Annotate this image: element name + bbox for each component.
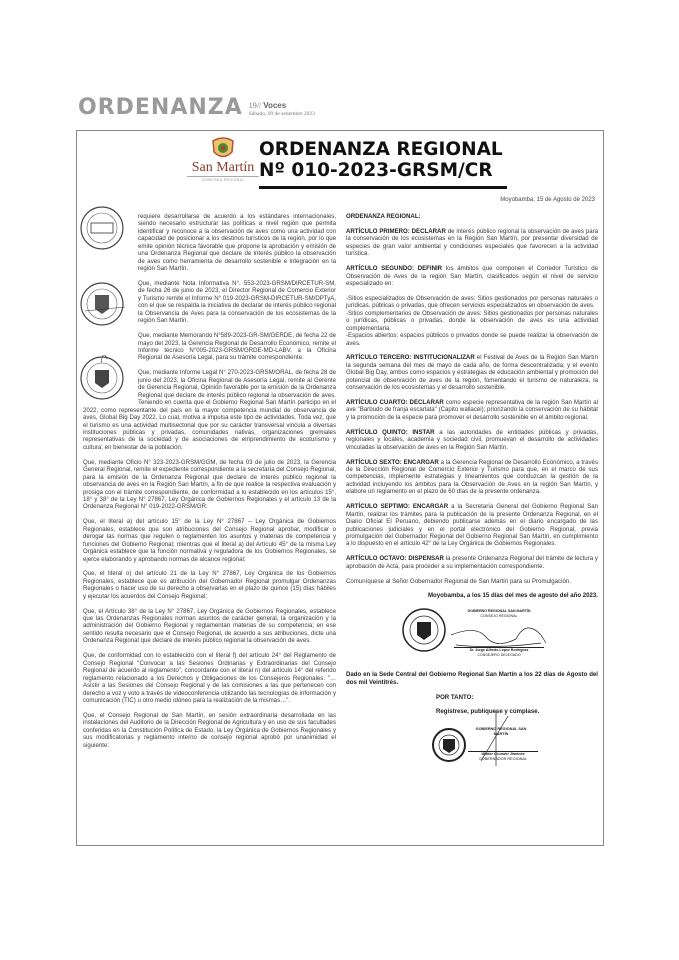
site-types <box>346 295 598 347</box>
margin-seals <box>83 213 138 403</box>
given-text: Dado en la Sede Central del Gobierno Regional San Martín a los 22 días de Agosto del dos mil Veintitrés. <box>346 671 598 686</box>
article-text: a la Secretaría General del Gobierno Regional San Martín, realizar los trámites para la publicación de la presente Ordenanza Regional, en el Diario Oficial El Peruano, debiendo publicarse además en el diario encargado de las publicaciones judiciales y en el portal electrónico del Gobierno Regional, previa promulgación del Gobernador Regional del Gobierno Regional San Martín, en cumplimiento a lo dispuesto en el artículo 42° de la Ley Orgánica de Gobiernos Regionales. <box>346 503 598 548</box>
signed-place-date: Moyobamba, a los 15 días del mes de agosto del año 2023. <box>427 592 598 600</box>
handwritten-signature-icon <box>446 615 556 651</box>
signature-org: GOBIERNO REGIONAL SAN MARTÍN <box>475 727 527 736</box>
article-text: a las autoridades de entidades públicas y privadas, regionales y locales, academia y sociedad civil, promuevan el desarrollo de actividades vinculadas la observación de aves en la Región San Martín. <box>346 428 598 451</box>
article-label: ARTÍCULO OCTAVO: DISPENSAR <box>346 555 444 563</box>
title-underline <box>259 186 507 189</box>
ordinance-heading: ORDENANZA REGIONAL: <box>346 213 421 220</box>
handwritten-signature-icon <box>476 711 516 771</box>
recital-paragraph: Que, mediante Nota Informativa N°. 553-2023-GRSM/DIRCETUR-SM, de fecha 26 de junio de 2023, el Director Regional de Comercio Exterior y Turismo remite el Informe N° 019-2023-GRSM-DIRCETUR-SM/DPTyA, con el que se respalda la iniciativa de declarar de interés público regional la Observancia de Aves para la conservación de los ecosistemas de la región San Martín. <box>138 280 336 325</box>
signatory-name: Walter Grundel Jiménez <box>481 752 525 757</box>
title-line-2: Nº 010-2023-GRSM/CR <box>259 160 493 181</box>
article-label: ARTÍCULO TERCERO: INSTITUCIONALIZAR <box>346 354 475 362</box>
signature-dept: CONSEJO REGIONAL <box>480 613 518 618</box>
issue-info <box>249 102 315 119</box>
article <box>346 555 598 570</box>
document-title <box>259 139 503 181</box>
governor-seal-icon <box>431 727 467 763</box>
right-column <box>346 213 598 773</box>
recital-paragraph: Que, de conformidad con lo establecido con el literal f) del artículo 24° del Reglamento de Consejo Regional "Convocar a las Sesiones Ordinarias y Extraordinarias del Consejo Regional de acuerdo al reglamento", concordante con el literal n) del artículo 14° del referido reglamento relacionado a los Derechos y Obligaciones de los Consejeros Regionales: "…Asistir a las Sesiones del Consejo Regional y de las comisiones a las que pertenecen con derecho a voz y voto a través de videoconferencia utilizando las tecnologías de información y comunicación (TIC) u otro medio idóneo para la realización de la mismas…". <box>83 652 336 704</box>
article-label: ARTÍCULO SEGUNDO: DEFINIR <box>346 265 443 273</box>
article <box>346 429 598 451</box>
signatory-role: CONSEJERO DELEGADO <box>477 652 521 657</box>
logo-name: San Martín <box>187 161 259 177</box>
article-text: el Festival de Aves de la Región San Martín la segunda semana del mes de mayo de cada año, de forma descentralizada; y el evento Global Big Day, ambos como espacios y estrategias de educación ambiental y promoción del potencial de observación de aves de la región, fomentando el turismo de naturaleza, la conservación de los ecosistemas y el desarrollo sostenible. <box>346 354 598 392</box>
title-line-1: ORDENANZA REGIONAL <box>259 139 503 160</box>
article-text: como especie representativa de la región San Martín al ave "Barbudo de franja escarlata" (Capito wallacei); priorizando la conservación de su hábitat y la promoción de la especie para promover el desarrollo sostenible en el ámbito regional. <box>346 399 598 421</box>
recital-paragraph: Que, el Artículo 38° de la Ley N° 27867, Ley Orgánica de Gobiernos Regionales, establece que las Ordenanzas Regionales norman asuntos de carácter general, la organización y la administración del Gobierno Regional y reglamentan materias de su competencia; en ese sentido resulta necesario que el Consejo Regional, de acuerdo a sus atribuciones, dicte una Ordenanza Regional que declare de interés público regional la observación de aves. <box>83 607 336 645</box>
site-type: -Sitios especializados de Observación de aves: Sitios gestionados por personas naturales o jurídicas, públicas o privadas, que ofrecen servicios especializados en observación de aves. <box>346 294 598 310</box>
page-number: 19// <box>248 101 262 110</box>
article <box>346 399 598 421</box>
regional-logo <box>187 135 259 182</box>
article-text: a la Gerencia Regional de Desarrollo Económico, a través de la Dirección Regional de Comercio Exterior y Turismo para que, en el marco de sus competencias, implemente estrategias y lineamientos que conduzcan la gestión de la actividad incluyendo los ámbitos para la Observación de Aves en la región San Martín, y elabore un reglamento en el plazo de 60 días de la presente ordenanza. <box>346 458 598 496</box>
signature-org: GOBIERNO REGIONAL SAN MARTÍN <box>467 609 531 614</box>
article <box>346 459 598 496</box>
masthead <box>78 97 315 119</box>
article <box>346 228 598 258</box>
site-type: -Espacios abiertos: espacios públicos o privados donde se puede realizar la observación de aves. <box>346 332 598 347</box>
official-seal-icon <box>79 281 125 327</box>
left-column <box>83 213 336 756</box>
logo-subtitle: GOBIERNO REGIONAL <box>201 178 245 182</box>
article-label: ARTÍCULO SEXTO: ENCARGAR <box>346 458 439 466</box>
signature-block-council <box>346 607 598 667</box>
article-label: ARTÍCULO PRIMERO: DECLARAR <box>346 227 446 235</box>
registrese: Regístrese, publíquese y cúmplase. <box>436 708 540 716</box>
article-text: los ámbitos que componen el Corredor Turístico de Observación de Aves de la región San Martín, clasificados según el nivel de servicio especializado en: <box>346 265 598 287</box>
article <box>346 503 598 548</box>
ordinance-frame <box>76 130 604 846</box>
signature-block-governor <box>346 723 598 773</box>
communique: Comuníquese al Señor Gobernador Regional de San Martín para su Promulgación. <box>346 577 571 585</box>
coat-of-arms-icon <box>210 135 236 161</box>
official-seal-icon <box>79 355 125 401</box>
recital-paragraph: Que, el literal a) del artículo 15° de la Ley N° 27867 – Ley Orgánica de Gobiernos Regionales, establece que son atribuciones del Consejo Regional aprobar, modificar o derogar las normas que regulen o reglamenten los asuntos y materias de competencia y funciones del Gobierno Regional; mientras que el literal a) del Artículo 45° de la misma Ley Orgánica establece que la función normativa y reguladora de los Gobiernos Regionales, se ejerce elaborando y aprobando normas de alcance regional; <box>83 518 336 563</box>
signatory-name: Sr. Jorge Alfredo López Rodríguez <box>469 648 529 653</box>
recital-paragraph: Que, el Consejo Regional de San Martín, en sesión extraordinaria desarrollada en las instalaciones del Auditorio de la Dirección Regional de Agricultura y en uso de sus facultades conferidas en la Constitución Política de Estado, la Ley Orgánica de Gobiernos Regionales y sus modificatorias y reglamento interno de consejo regional aprobó por unanimidad el siguiente: <box>83 711 336 749</box>
recital-paragraph: Que, mediante Memorando N°589-2023-GR-SM/GERDE, de fecha 22 de mayo del 2023, la Gerencia Regional de Desarrollo Económico, remite el Informe técnico N°005-2023-GRSM/GRDE-MD-LABV, a la Oficina Regional de Asesoría Legal, para su trámite correspondiente. <box>138 332 336 362</box>
council-seal-icon <box>401 607 447 653</box>
article-label: ARTÍCULO QUINTO: INSTAR <box>346 428 435 436</box>
section-title: ORDENANZA <box>78 95 243 120</box>
article-label: ARTÍCULO CUARTO: DECLARAR <box>346 399 444 407</box>
issue-date: Sábado, 09 de setiembre 2023 <box>248 111 315 117</box>
recital-paragraph: Que, el literal o) del artículo 21 de la Ley N° 27867, Ley Orgánica de los Gobiernos Regionales, establece que es atribución del Gobernador Regional promulgar Ordenanzas Regionales o hacer uso de su derecho a observarlas en el plazo de quince (15) días hábiles y ejecutar los acuerdos del Consejo Regional; <box>83 570 336 600</box>
publication-name: Voces <box>263 101 287 110</box>
article <box>346 354 598 391</box>
recital-paragraph: Que, mediante Informe Legal N° 270-2023-GRSM/ORAL, de fecha 28 de junio del 2023, la Oficina Regional de Asesoría Legal, remite al Gerente de Gerencia Regional, Opinión favorable por la emisión de la Ordenanza Regional que declare de interés público regional la observación de aves. Teniendo en cuenta que el Gobierno Regional San Martín participo en el 2022, como representante del país en la mayor competencia mundial de observancia de aves, Global Big Day 2022. Lo cual, motiva a impulsa este tipo de actividades. Toda vez, que el turismo es una actividad multisectorial que por su carácter transversal vincula a diversas instituciones públicas y privadas, comunidades nativas, organizaciones gremiales representativas de la sociedad y de asociaciones de emprendimiento de ecoturismo y cultura; en bienestar de la población. <box>83 369 336 451</box>
recital-paragraph: requiere desarrollarse de acuerdo a los estándares internacionales, siendo necesario estructurar las políticas a nivel región que permita identificar y reconoce a la observación de aves como una actividad con capacidad de posicionar a los destinos turísticos de la región, por lo que emite opinión técnica favorable que propone la aprobación y emisión de una Ordenanza Regional que declare de interés público la observación de aves como herramienta de desarrollo sostenible e integración en la región San Martín. <box>138 213 336 273</box>
site-type: -Sitios complementarios de Observación de aves: Sitios gestionados por personas naturales o jurídicas, públicas o privadas, donde la observación de aves es una actividad complementaria. <box>346 309 598 332</box>
place-date: Moyobamba, 15 de Agosto de 2023 <box>500 197 595 203</box>
article-text: de interés público regional la observación de aves para la conservación de los ecosistemas en la Región San Martín, por presentar diversidad de especies de gran valor ambiental y condiciones especiales que favorecen a la actividad turística. <box>346 227 598 258</box>
por-tanto: POR TANTO: <box>436 693 474 701</box>
official-seal-icon <box>79 205 125 251</box>
signatory-role: GOBERNADOR REGIONAL <box>478 756 528 761</box>
article <box>346 265 598 287</box>
recital-paragraph: Que, mediante Oficio N° 323-2023-GRSM/GGM, de fecha 03 de julio de 2023, la Gerencia General Regional, remite el expediente correspondiente a la secretaría del Consejo Regional, para la emisión de la Ordenanza Regional que declare de interés público regional la observancia de aves en la Región San Martín, a fin de que realice la respectiva evaluación y prosiga con el trámite correspondiente, de conformidad a lo establecido en los artículos 15°, 18° y 38° de la Ley N° 27867, Ley Orgánica de Gobiernos Regionales y el artículo 13 de la Ordenanza Regional N° 019-2022-GRSM/GR. <box>83 458 336 511</box>
article-text: la presente Ordenanza Regional del trámite de lectura y aprobación de Acta, para proceder a su implementación correspondiente. <box>346 555 598 570</box>
article-label: ARTÍCULO SEPTIMO: ENCARGAR <box>346 503 449 511</box>
